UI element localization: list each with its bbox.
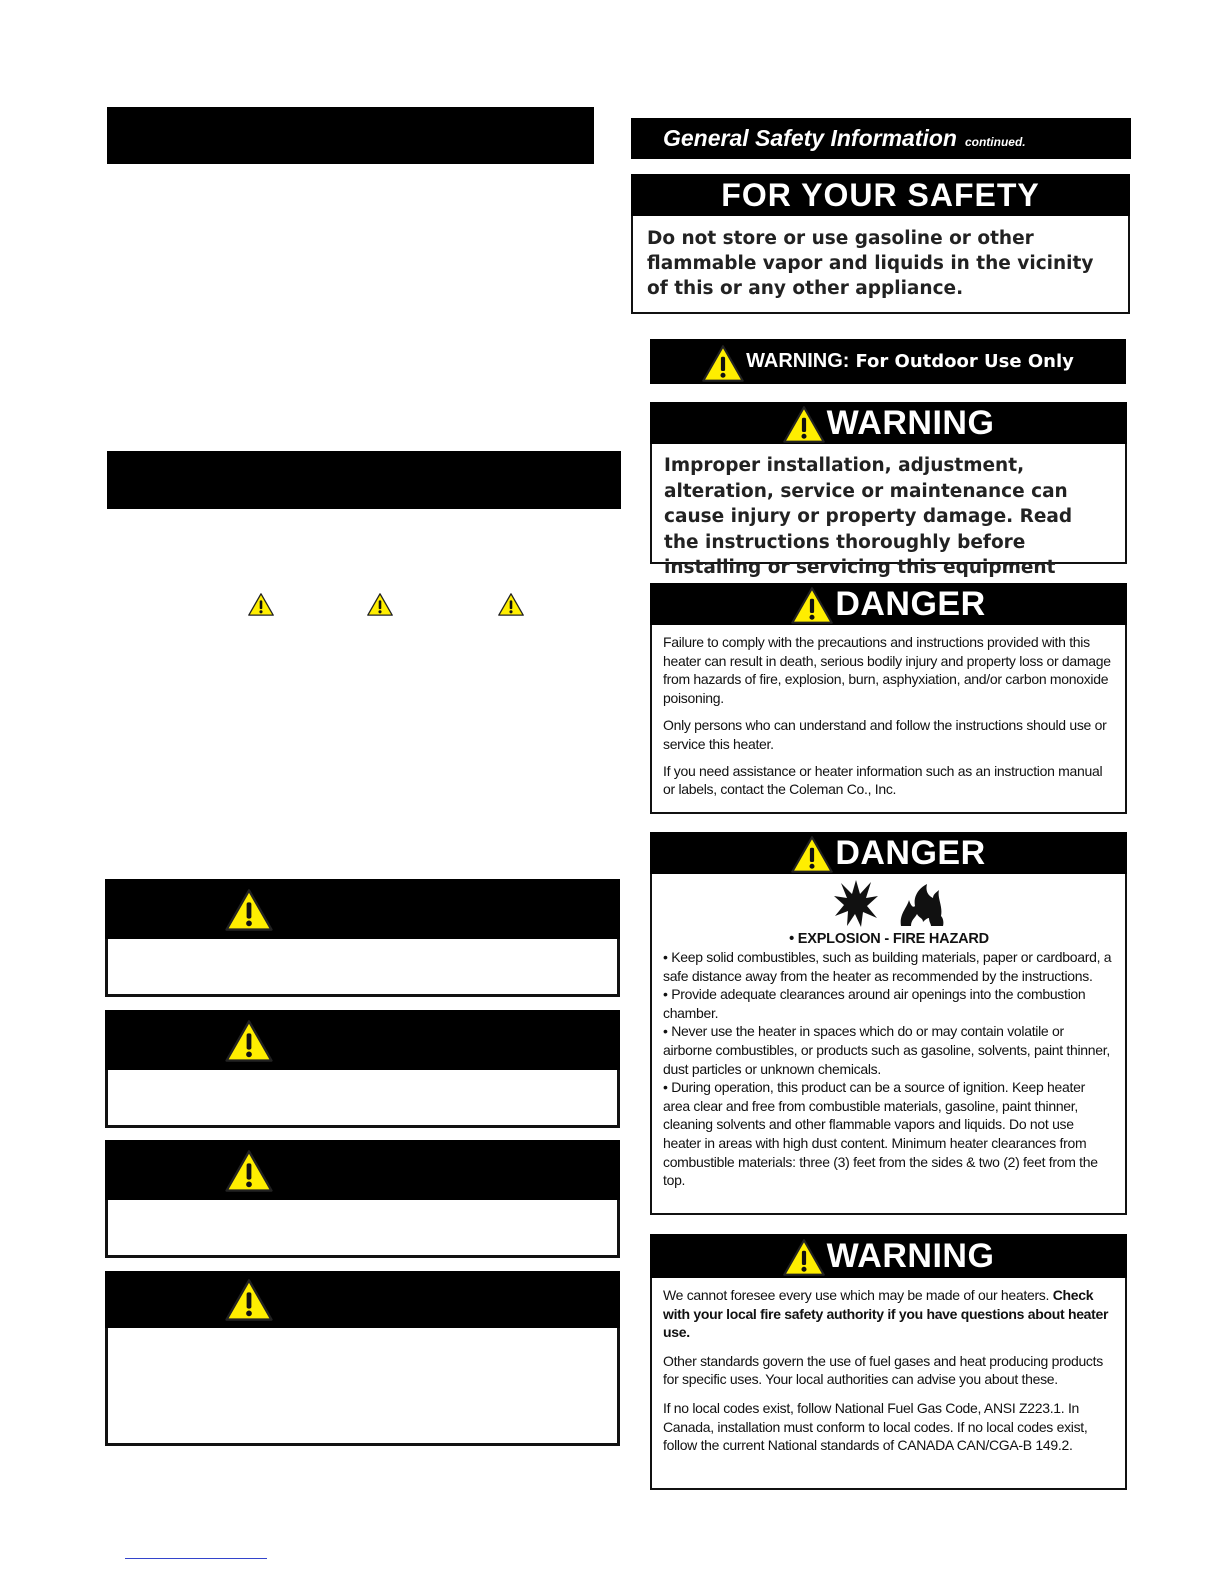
warning-1-body: Improper installation, adjustment, alteration, service or maintenance can cause injury or property damage. Read the instructions thoroughly before installing or servicing this equipment [664,455,1073,578]
blank-warning-box-1 [105,879,620,997]
warning-box-1 [650,402,1127,578]
section-header-title: General Safety Information [663,125,957,151]
danger-2-bullet-1: • Keep solid combustibles, such as building materials, paper or cardboard, a safe distance away from the heater as recommended by the instructions. [663,949,1112,984]
danger-box-1 [650,583,1127,814]
explosion-icon [833,878,879,928]
warning-icon [248,593,274,616]
warning-2-para-1-bold: Check with your local fire safety authority if you have questions about heater use. [663,1287,1109,1341]
warning-2-para-2: Other standards govern the use of fuel gases and heat producing products for specific uses. Your local authorities can advise you about these. [663,1352,1103,1388]
fire-icon [897,882,945,928]
danger-2-bullet-3: • Never use the heater in spaces which do or may contain volatile or airborne combustibles, or products such as gasoline, solvents, paint thinner, dust particles or unknown chemicals. [663,1023,1110,1077]
outdoor-use-text: For Outdoor Use Only [855,351,1074,372]
section-header-suffix: continued. [964,134,1026,149]
danger-box-2 [650,832,1127,1215]
warning-icon [791,587,833,624]
warning-icon [783,406,825,443]
danger-1-para-3: If you need assistance or heater information such as an instruction manual or labels, contact the Coleman Co., Inc. [663,762,1103,798]
blank-warning-box-3 [105,1140,620,1258]
warning-1-title: WARNING [826,403,995,442]
section-header [631,118,1131,159]
warning-icon [225,1279,273,1321]
left-section-bar-1 [107,107,594,164]
warning-icon [225,1150,273,1192]
danger-2-bullet-4: • During operation, this product can be a source of ignition. Keep heater area clear and free from combustible materials, gasoline, paint thinner, cleaning solvents and other flammable vapors and liquids. Do not use heater in areas with high dust content. Minimum heater clearances from combustible materials: three (3) feet from the sides & two (2) feet from the top. [663,1079,1098,1189]
warning-icon [791,836,833,873]
warning-icon [225,1020,273,1062]
outdoor-use-banner [650,339,1126,384]
warning-2-para-1 [663,1286,1115,1342]
warning-icon [783,1239,825,1276]
outdoor-use-label: WARNING: [746,350,850,372]
danger-2-title: DANGER [835,833,986,872]
safety-box-title: FOR YOUR SAFETY [721,176,1040,213]
warning-2-title: WARNING [826,1236,995,1275]
blank-warning-box-4 [105,1271,620,1446]
warning-icon [367,593,393,616]
danger-1-para-1: Failure to comply with the precautions and instructions provided with this heater can result in death, serious bodily injury and property loss or damage from hazards of fire, explosion, burn, asphyxiation, and/or carbon monoxide poisoning. [663,634,1111,706]
danger-2-hazard-label: • EXPLOSION - FIRE HAZARD [789,931,989,947]
blank-warning-box-2 [105,1010,620,1128]
warning-2-para-1-normal: We cannot foresee every use which may be made of our heaters. [663,1287,1050,1303]
danger-2-bullet-2: • Provide adequate clearances around air openings into the combustion chamber. [663,986,1086,1021]
warning-icon [702,345,744,382]
safety-box [631,174,1130,314]
safety-box-body: Do not store or use gasoline or other flammable vapor and liquids in the vicinity of this or any other appliance. [647,228,1094,299]
left-section-bar-2 [107,451,621,509]
warning-box-2 [650,1234,1127,1490]
danger-1-title: DANGER [835,584,986,623]
danger-1-para-2: Only persons who can understand and follow the instructions should use or service this heater. [663,717,1107,752]
warning-2-para-3: If no local codes exist, follow National Fuel Gas Code, ANSI Z223.1. In Canada, installation must conform to local codes. If no local codes exist, follow the current National standards of CANADA CAN/CGA-B 149.2. [663,1399,1088,1454]
warning-icon [498,593,524,616]
warning-icon [225,889,273,931]
footer-link-underline [125,1558,267,1559]
